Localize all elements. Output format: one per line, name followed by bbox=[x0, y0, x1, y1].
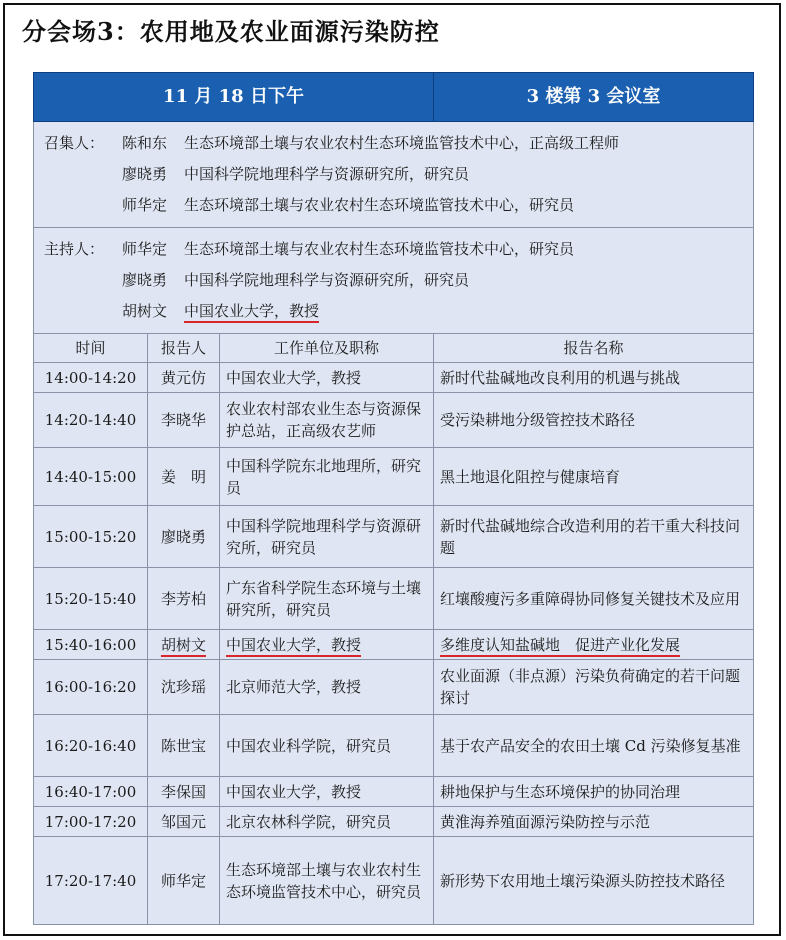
topic-cell: 黄淮海养殖面源污染防控与示范 bbox=[434, 807, 754, 837]
unit-cell bbox=[220, 630, 434, 660]
person-name: 胡树文 bbox=[122, 302, 168, 320]
hosts-block bbox=[34, 228, 754, 334]
topic-cell: 农业面源（非点源）污染负荷确定的若干问题探讨 bbox=[434, 660, 754, 715]
speaker-cell: 李晓华 bbox=[148, 393, 220, 448]
hosts-label: 主持人： bbox=[44, 240, 105, 258]
unit-cell: 农业农村部农业生态与资源保护总站，正高级农艺师 bbox=[220, 393, 434, 448]
time-cell: 16:40-17:00 bbox=[34, 777, 148, 807]
time-cell: 17:20-17:40 bbox=[34, 837, 148, 925]
table-row bbox=[34, 715, 754, 777]
speaker-cell: 李保国 bbox=[148, 777, 220, 807]
time-cell: 14:00-14:20 bbox=[34, 363, 148, 393]
speaker-cell: 邹国元 bbox=[148, 807, 220, 837]
person-name: 廖晓勇 bbox=[122, 271, 168, 289]
time-cell: 14:40-15:00 bbox=[34, 448, 148, 506]
topic-cell: 红壤酸瘦污多重障碍协同修复关键技术及应用 bbox=[434, 568, 754, 630]
speaker-cell bbox=[148, 630, 220, 660]
topic-text: 多维度认知盐碱地 促进产业化发展 bbox=[440, 635, 681, 654]
conveners-block bbox=[34, 122, 754, 228]
hosts-row bbox=[34, 228, 754, 334]
time-cell: 16:20-16:40 bbox=[34, 715, 148, 777]
table-row bbox=[34, 393, 754, 448]
person-affiliation: 生态环境部土壤与农业农村生态环境监管技术中心，正高级工程师 bbox=[184, 134, 620, 152]
topic-cell: 新形势下农用地土壤污染源头防控技术路径 bbox=[434, 837, 754, 925]
table-row bbox=[34, 506, 754, 568]
time-cell: 15:20-15:40 bbox=[34, 568, 148, 630]
session-date: 11 月 18 日下午 bbox=[34, 73, 434, 122]
speaker-cell: 姜 明 bbox=[148, 448, 220, 506]
person-name: 师华定 bbox=[122, 196, 168, 214]
unit-cell: 广东省科学院生态环境与土壤研究所，研究员 bbox=[220, 568, 434, 630]
col-header-unit: 工作单位及职称 bbox=[220, 334, 434, 363]
speaker-cell: 师华定 bbox=[148, 837, 220, 925]
unit-text: 中国农业大学，教授 bbox=[226, 635, 362, 654]
person-name: 师华定 bbox=[122, 240, 168, 258]
topic-cell: 受污染耕地分级管控技术路径 bbox=[434, 393, 754, 448]
unit-cell: 中国农业大学，教授 bbox=[220, 363, 434, 393]
table-row bbox=[34, 837, 754, 925]
col-header-topic: 报告名称 bbox=[434, 334, 754, 363]
header-row bbox=[34, 73, 754, 122]
topic-cell: 新时代盐碱地综合改造利用的若干重大科技问题 bbox=[434, 506, 754, 568]
conveners-row bbox=[34, 122, 754, 228]
time-cell: 17:00-17:20 bbox=[34, 807, 148, 837]
table-row bbox=[34, 777, 754, 807]
speaker-cell: 沈珍瑶 bbox=[148, 660, 220, 715]
unit-cell: 中国农业科学院，研究员 bbox=[220, 715, 434, 777]
column-header-row bbox=[34, 334, 754, 363]
time-cell: 15:40-16:00 bbox=[34, 630, 148, 660]
unit-cell: 中国科学院地理科学与资源研究所，研究员 bbox=[220, 506, 434, 568]
topic-cell: 耕地保护与生态环境保护的协同治理 bbox=[434, 777, 754, 807]
unit-cell: 生态环境部土壤与农业农村生态环境监管技术中心，研究员 bbox=[220, 837, 434, 925]
speaker-cell: 陈世宝 bbox=[148, 715, 220, 777]
table-row bbox=[34, 660, 754, 715]
table-row bbox=[34, 807, 754, 837]
person-name: 廖晓勇 bbox=[122, 165, 168, 183]
time-cell: 16:00-16:20 bbox=[34, 660, 148, 715]
topic-cell: 基于农产品安全的农田土壤 Cd 污染修复基准 bbox=[434, 715, 754, 777]
speaker-cell: 李芳柏 bbox=[148, 568, 220, 630]
unit-cell: 中国科学院东北地理所，研究员 bbox=[220, 448, 434, 506]
table-row bbox=[34, 568, 754, 630]
topic-cell: 黑土地退化阻控与健康培育 bbox=[434, 448, 754, 506]
speaker-cell: 廖晓勇 bbox=[148, 506, 220, 568]
time-cell: 14:20-14:40 bbox=[34, 393, 148, 448]
person-affiliation: 生态环境部土壤与农业农村生态环境监管技术中心，研究员 bbox=[184, 240, 575, 258]
person-affiliation: 中国科学院地理科学与资源研究所，研究员 bbox=[184, 165, 470, 183]
conveners-label: 召集人： bbox=[44, 134, 105, 152]
table-row bbox=[34, 448, 754, 506]
speaker-name: 胡树文 bbox=[160, 635, 206, 654]
unit-cell: 北京农林科学院，研究员 bbox=[220, 807, 434, 837]
session-room: 3 楼第 3 会议室 bbox=[434, 73, 754, 122]
person-affiliation: 中国农业大学，教授 bbox=[184, 302, 320, 320]
table-row bbox=[34, 630, 754, 660]
col-header-time: 时间 bbox=[34, 334, 148, 363]
person-name: 陈和东 bbox=[122, 134, 168, 152]
unit-cell: 北京师范大学，教授 bbox=[220, 660, 434, 715]
page-title: 分会场3：农用地及农业面源污染防控 bbox=[22, 17, 440, 46]
person-affiliation: 中国科学院地理科学与资源研究所，研究员 bbox=[184, 271, 470, 289]
col-header-speaker: 报告人 bbox=[148, 334, 220, 363]
unit-cell: 中国农业大学，教授 bbox=[220, 777, 434, 807]
speaker-cell: 黄元仿 bbox=[148, 363, 220, 393]
person-affiliation: 生态环境部土壤与农业农村生态环境监管技术中心，研究员 bbox=[184, 196, 575, 214]
table-row bbox=[34, 363, 754, 393]
schedule-table bbox=[33, 72, 754, 925]
time-cell: 15:00-15:20 bbox=[34, 506, 148, 568]
topic-cell: 新时代盐碱地改良利用的机遇与挑战 bbox=[434, 363, 754, 393]
topic-cell bbox=[434, 630, 754, 660]
